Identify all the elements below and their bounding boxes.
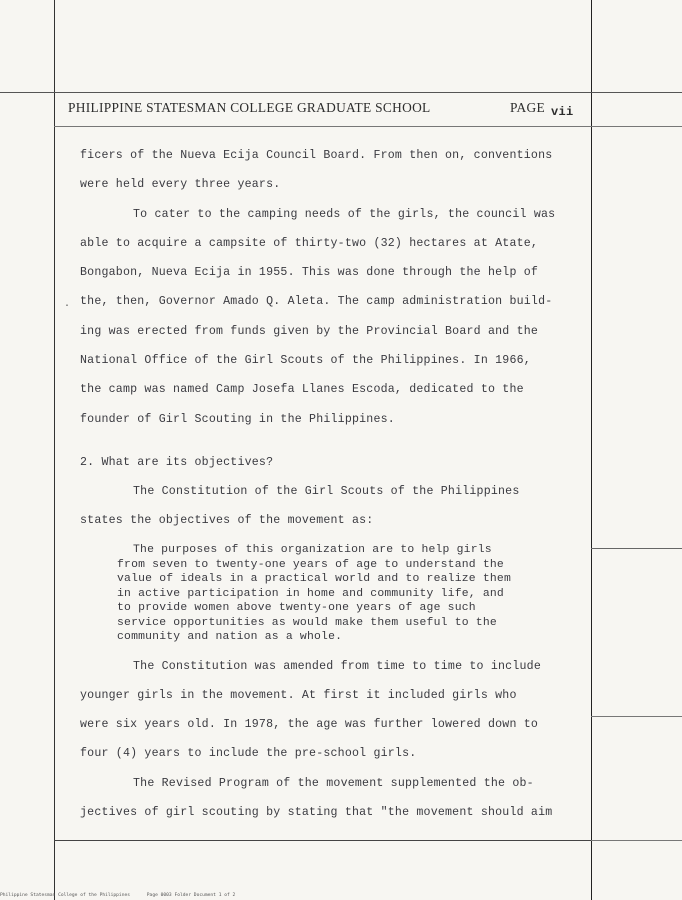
quote-line: service opportunities as would make them useful to the — [117, 617, 497, 629]
quote-line: to provide women above twenty-one years of age such — [117, 602, 476, 614]
text-line: ficers of the Nueva Ecija Council Board. From then on, conventions — [80, 149, 553, 162]
margin-mark: · — [64, 301, 71, 312]
text-line: jectives of girl scouting by stating that "the movement should aim — [80, 806, 553, 819]
quote-line: community and nation as a whole. — [117, 631, 343, 643]
text-line: the, then, Governor Amado Q. Aleta. The camp administration build- — [80, 295, 553, 308]
text-line: The Revised Program of the movement supplemented the ob- — [133, 777, 534, 790]
text-line: younger girls in the movement. At first it included girls who — [80, 689, 517, 702]
text-line: ing was erected from funds given by the Provincial Board and the — [80, 325, 539, 338]
quote-line: in active participation in home and community life, and — [117, 588, 504, 600]
text-line: were six years old. In 1978, the age was further lowered down to — [80, 718, 539, 731]
section-heading: 2. What are its objectives? — [80, 456, 274, 469]
text-line: The Constitution of the Girl Scouts of the Philippines — [133, 485, 520, 498]
text-line: four (4) years to include the pre-school girls. — [80, 747, 417, 760]
text-line: The Constitution was amended from time to time to include — [133, 660, 541, 673]
page-label: PAGE — [510, 100, 545, 115]
scan-footer — [0, 893, 249, 898]
text-line: To cater to the camping needs of the girls, the council was — [133, 208, 556, 221]
text-line: the camp was named Camp Josefa Llanes Escoda, dedicated to the — [80, 383, 524, 396]
footer-source: Philippine Statesman College of the Philippines — [0, 893, 130, 898]
text-line: founder of Girl Scouting in the Philippines. — [80, 413, 395, 426]
text-line: Bongabon, Nueva Ecija in 1955. This was done through the help of — [80, 266, 539, 279]
quote-line: from seven to twenty-one years of age to understand the — [117, 559, 504, 571]
quote-line: The purposes of this organization are to help girls — [133, 544, 492, 556]
text-line: states the objectives of the movement as: — [80, 514, 374, 527]
quote-line: value of ideals in a practical world and to realize them — [117, 573, 511, 585]
page-number: vii — [550, 105, 574, 119]
text-line: National Office of the Girl Scouts of the Philippines. In 1966, — [80, 354, 531, 367]
school-name: PHILIPPINE STATESMAN COLLEGE GRADUATE SCHOOL — [68, 100, 431, 115]
text-line: were held every three years. — [80, 178, 281, 191]
footer-reference: Page 0003 Folder Document 1 of 2 — [146, 893, 236, 898]
text-line: able to acquire a campsite of thirty-two (32) hectares at Atate, — [80, 237, 539, 250]
